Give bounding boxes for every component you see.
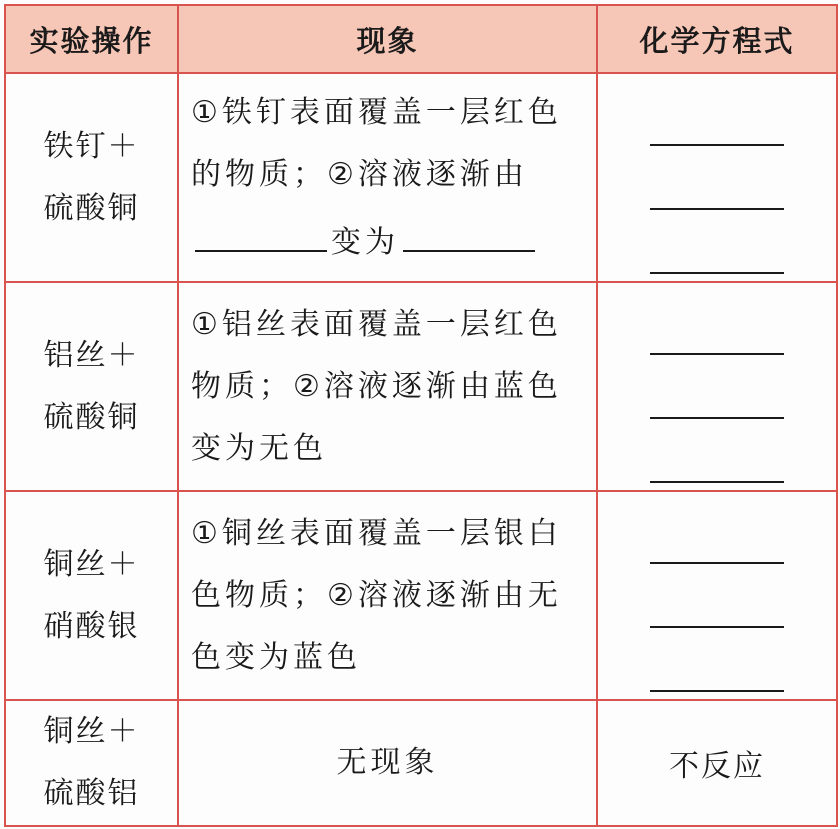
header-equation: 化学方程式 <box>597 5 837 73</box>
operation-line-2: 硝酸银 <box>43 608 140 644</box>
header-operation: 实验操作 <box>5 5 178 73</box>
phenomenon-line-3: 色变为蓝色 <box>191 639 361 675</box>
answer-blank[interactable] <box>403 206 535 252</box>
equation-blank-line[interactable] <box>650 690 784 692</box>
operation-line-2: 硫酸铜 <box>43 190 140 226</box>
phenomenon-line-2: 色物质；②溶液逐渐由无 <box>191 577 562 613</box>
phenomenon-cell <box>178 491 597 700</box>
phenomenon-line-2: 物质；②溶液逐渐由蓝色 <box>191 368 562 404</box>
equation-cell: 不反应 <box>597 700 837 826</box>
equation-blank-line[interactable] <box>650 272 784 274</box>
phenomenon-line-3: 变为无色 <box>191 430 327 466</box>
phenomenon-line-1: ①铁钉表面覆盖一层红色 <box>191 94 562 130</box>
equation-cell[interactable] <box>597 491 837 700</box>
experiment-table <box>4 4 838 827</box>
phenomenon-line-3-text: 变为 <box>331 224 399 260</box>
table-row <box>5 491 837 700</box>
operation-cell <box>5 700 178 826</box>
operation-line-1: 铜丝＋ <box>43 714 140 749</box>
operation-cell <box>5 73 178 282</box>
phenomenon-line-3 <box>191 206 588 274</box>
table-row <box>5 282 837 491</box>
answer-blank[interactable] <box>195 206 327 252</box>
operation-line-1: 铝丝＋ <box>43 337 140 373</box>
operation-line-2: 硫酸铝 <box>43 776 140 811</box>
equation-blank-line[interactable] <box>650 481 784 483</box>
phenomenon-line-1: ①铝丝表面覆盖一层红色 <box>191 306 562 342</box>
table-header-row <box>5 5 837 73</box>
operation-line-2: 硫酸铜 <box>43 399 140 435</box>
table-row <box>5 700 837 826</box>
phenomenon-line-2: 的物质；②溶液逐渐由 <box>191 156 528 192</box>
phenomenon-cell <box>178 73 597 282</box>
operation-line-1: 铜丝＋ <box>43 546 140 582</box>
phenomenon-cell <box>178 282 597 491</box>
operation-cell <box>5 491 178 700</box>
equation-cell[interactable] <box>597 73 837 282</box>
operation-cell <box>5 282 178 491</box>
table-row <box>5 73 837 282</box>
operation-line-1: 铁钉＋ <box>43 128 140 164</box>
equation-cell[interactable] <box>597 282 837 491</box>
phenomenon-line-1: ①铜丝表面覆盖一层银白 <box>191 515 562 551</box>
phenomenon-cell: 无现象 <box>178 700 597 826</box>
header-phenomenon: 现象 <box>178 5 597 73</box>
